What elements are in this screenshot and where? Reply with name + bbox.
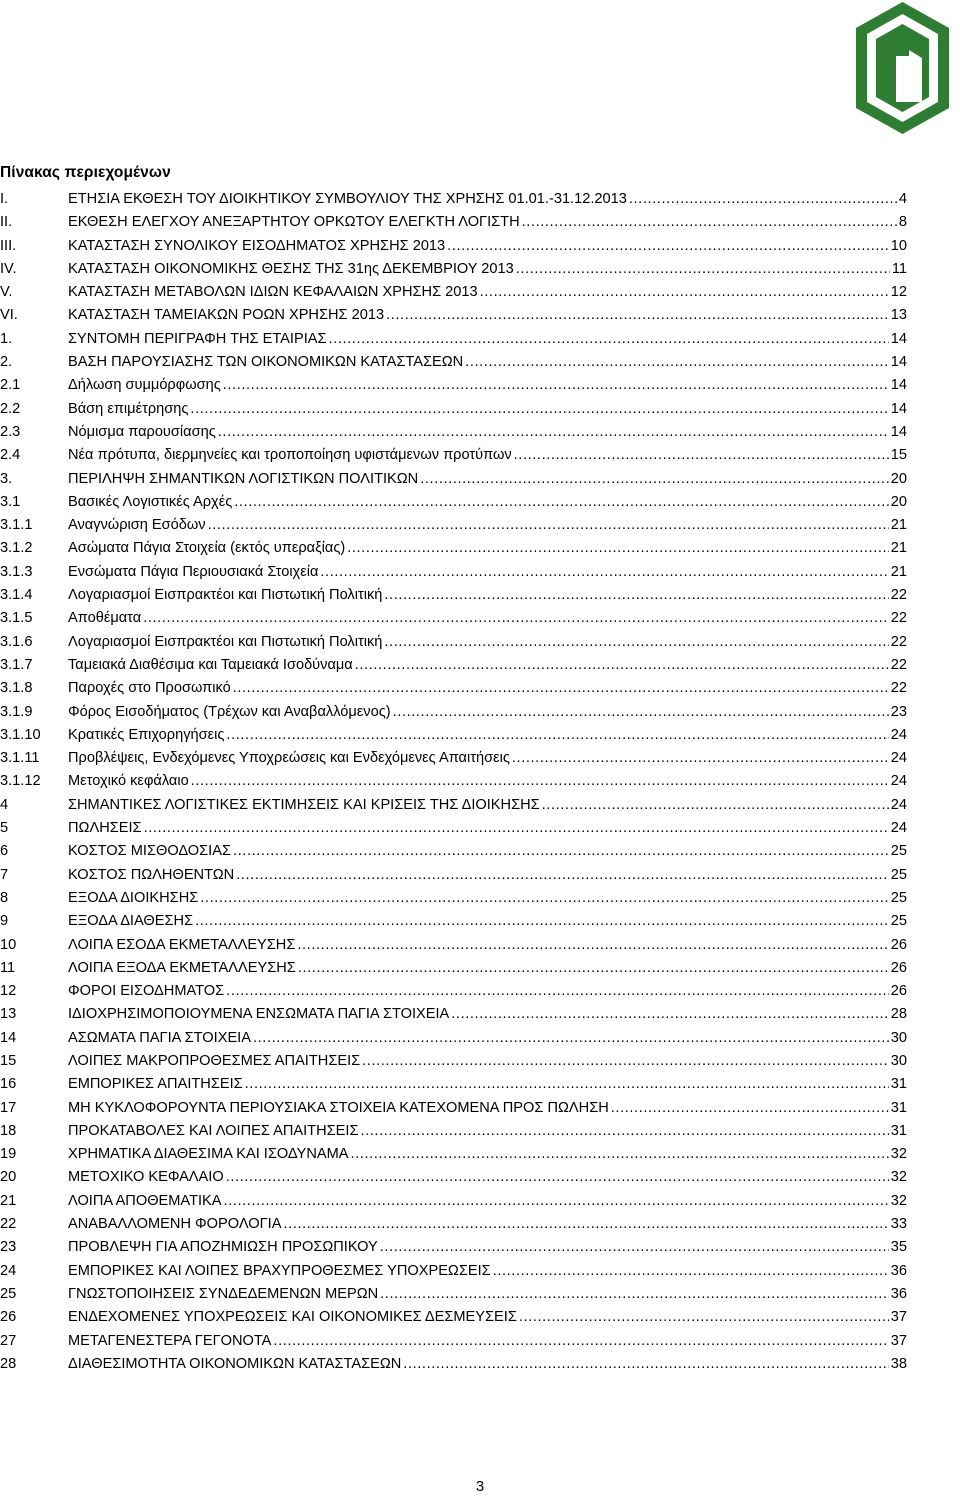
toc-entry-page[interactable]: 26 — [890, 983, 907, 1000]
toc-entry-title[interactable]: ΠΡΟΒΛΕΨΗ ΓΙΑ ΑΠΟΖΗΜΙΩΣΗ ΠΡΟΣΩΠΙΚΟΥ — [68, 1239, 378, 1256]
toc-entry-page[interactable]: 10 — [890, 237, 907, 254]
toc-entry-title[interactable]: Λογαριασμοί Εισπρακτέοι και Πιστωτική Πολιτική — [68, 633, 383, 650]
toc-dot-leader — [226, 980, 889, 1003]
toc-entry-title[interactable]: ΜΗ ΚΥΚΛΟΦΟΡΟΥΝΤΑ ΠΕΡΙΟΥΣΙΑΚΑ ΣΤΟΙΧΕΙΑ ΚΑΤΕΧΟΜΕΝΑ ΠΡΟΣ ΠΩΛΗΣΗ — [68, 1099, 609, 1116]
toc-entry-title[interactable]: ΣΥΝΤΟΜΗ ΠΕΡΙΓΡΑΦΗ ΤΗΣ ΕΤΑΙΡΙΑΣ — [68, 330, 327, 347]
toc-entry-number: II. — [0, 214, 13, 231]
toc-dot-leader — [516, 258, 890, 281]
toc-entry-number: 19 — [0, 1146, 17, 1163]
toc-entry-number: 20 — [0, 1169, 17, 1186]
toc-entry[interactable] — [0, 398, 907, 421]
toc-entry-page[interactable]: 31 — [890, 1076, 907, 1093]
toc-dot-leader — [611, 1097, 889, 1120]
toc-entry-number: 6 — [0, 843, 9, 860]
toc-dot-leader — [465, 351, 889, 374]
toc-entry-page[interactable]: 22 — [890, 610, 907, 627]
toc-entry-title[interactable]: ΠΕΡΙΛΗΨΗ ΣΗΜΑΝΤΙΚΩΝ ΛΟΓΙΣΤΙΚΩΝ ΠΟΛΙΤΙΚΩΝ — [68, 470, 419, 487]
toc-entry[interactable] — [0, 910, 907, 933]
toc-entry-number: 3.1.11 — [0, 750, 40, 767]
toc-entry[interactable] — [0, 747, 907, 770]
toc-dot-leader — [224, 1190, 889, 1213]
toc-entry-page[interactable]: 38 — [890, 1355, 907, 1372]
toc-entry-number: 16 — [0, 1076, 17, 1093]
toc-entry[interactable] — [0, 1143, 907, 1166]
toc-dot-leader — [191, 770, 889, 793]
toc-entry[interactable] — [0, 724, 907, 747]
toc-entry-page[interactable]: 25 — [890, 889, 907, 906]
toc-entry-number: 2.1 — [0, 377, 21, 394]
toc-entry[interactable] — [0, 887, 907, 910]
toc-dot-leader — [226, 724, 888, 747]
toc-entry-page[interactable]: 26 — [890, 959, 907, 976]
toc-entry-number: 17 — [0, 1099, 17, 1116]
toc-entry-title[interactable]: Φόρος Εισοδήματος (Τρέχων και Αναβαλλόμενος) — [68, 703, 391, 720]
toc-entry-number: 11 — [0, 959, 16, 976]
toc-entry-title[interactable]: ΚΑΤΑΣΤΑΣΗ ΣΥΝΟΛΙΚΟΥ ΕΙΣΟΔΗΜΑΤΟΣ ΧΡΗΣΗΣ 2013 — [68, 237, 446, 254]
toc-entry[interactable] — [0, 304, 907, 327]
toc-entry-title[interactable]: ΒΑΣΗ ΠΑΡΟΥΣΙΑΣΗΣ ΤΩΝ ΟΙΚΟΝΟΜΙΚΩΝ ΚΑΤΑΣΤΑΣΕΩΝ — [68, 354, 464, 371]
toc-dot-leader — [208, 514, 889, 537]
toc-entry[interactable] — [0, 468, 907, 491]
toc-dot-leader — [200, 887, 889, 910]
toc-entry-page[interactable]: 33 — [890, 1216, 907, 1233]
toc-dot-leader — [355, 654, 889, 677]
toc-entry-number: 3.1.9 — [0, 703, 33, 720]
toc-entry[interactable] — [0, 701, 907, 724]
toc-entry-title[interactable]: ΕΜΠΟΡΙΚΕΣ ΚΑΙ ΛΟΙΠΕΣ ΒΡΑΧΥΠΡΟΘΕΣΜΕΣ ΥΠΟΧΡΕΩΣΕΙΣ — [68, 1262, 491, 1279]
toc-entry[interactable] — [0, 1283, 907, 1306]
toc-entry[interactable] — [0, 258, 907, 281]
toc-dot-leader — [380, 1236, 889, 1259]
toc-entry-title[interactable]: ΕΝΔΕΧΟΜΕΝΕΣ ΥΠΟΧΡΕΩΣΕΙΣ ΚΑΙ ΟΙΚΟΝΟΜΙΚΕΣ ΔΕΣΜΕΥΣΕΙΣ — [68, 1309, 517, 1326]
toc-entry-title[interactable]: ΛΟΙΠΕΣ ΜΑΚΡΟΠΡΟΘΕΣΜΕΣ ΑΠΑΙΤΗΣΕΙΣ — [68, 1052, 361, 1069]
toc-entry-page[interactable]: 20 — [890, 470, 907, 487]
toc-entry-number: 10 — [0, 936, 17, 953]
toc-entry-title[interactable]: ΚΑΤΑΣΤΑΣΗ ΤΑΜΕΙΑΚΩΝ ΡΟΩΝ ΧΡΗΣΗΣ 2013 — [68, 307, 385, 324]
toc-entry-title[interactable]: Ταμειακά Διαθέσιμα και Ταμειακά Ισοδύναμα — [68, 656, 353, 673]
toc-entry-number: IV. — [0, 260, 17, 277]
toc-dot-leader — [512, 747, 889, 770]
toc-entry-number: 7 — [0, 866, 9, 883]
toc-entry[interactable] — [0, 1073, 907, 1096]
toc-entry-title[interactable]: ΠΩΛΗΣΕΙΣ — [68, 820, 142, 837]
toc-entry[interactable] — [0, 631, 907, 654]
toc-entry-page[interactable]: 20 — [890, 493, 907, 510]
toc-dot-leader — [195, 910, 889, 933]
toc-entry[interactable] — [0, 1260, 907, 1283]
toc-entry[interactable] — [0, 864, 907, 887]
toc-dot-leader — [283, 1213, 888, 1236]
toc-entry[interactable] — [0, 654, 907, 677]
toc-entry-page[interactable]: 21 — [890, 563, 907, 580]
toc-entry[interactable] — [0, 677, 907, 700]
company-logo-icon — [852, 0, 953, 136]
toc-entry-title[interactable]: ΚΑΤΑΣΤΑΣΗ ΟΙΚΟΝΟΜΙΚΗΣ ΘΕΣΗΣ ΤΗΣ 31ης ΔΕΚΕΜΒΡΙΟΥ 2013 — [68, 260, 514, 277]
toc-entry-page[interactable]: 24 — [890, 796, 907, 813]
toc-entry-title[interactable]: ΣΗΜΑΝΤΙΚΕΣ ΛΟΓΙΣΤΙΚΕΣ ΕΚΤΙΜΗΣΕΙΣ ΚΑΙ ΚΡΙΣΕΙΣ ΤΗΣ ΔΙΟΙΚΗΣΗΣ — [68, 796, 540, 813]
toc-entry-page[interactable]: 14 — [890, 377, 907, 394]
toc-entry-title[interactable]: Δήλωση συμμόρφωσης — [68, 377, 221, 394]
toc-entry-number: 28 — [0, 1355, 17, 1372]
toc-entry-page[interactable]: 37 — [890, 1332, 907, 1349]
toc-entry[interactable] — [0, 1166, 907, 1189]
toc-entry-page[interactable]: 24 — [890, 773, 907, 790]
toc-entry-title[interactable]: ΛΟΙΠΑ ΑΠΟΘΕΜΑΤΙΚΑ — [68, 1192, 222, 1209]
toc-entry-page[interactable]: 22 — [890, 587, 907, 604]
toc-entry[interactable] — [0, 1120, 907, 1143]
toc-entry[interactable] — [0, 607, 907, 630]
toc-entry-title[interactable]: ΛΟΙΠΑ ΕΣΟΔΑ ΕΚΜΕΤΑΛΛΕΥΣΗΣ — [68, 936, 296, 953]
toc-entry[interactable] — [0, 514, 907, 537]
toc-entry-page[interactable]: 26 — [890, 936, 907, 953]
toc-dot-leader — [542, 794, 889, 817]
toc-entry-page[interactable]: 25 — [890, 843, 907, 860]
toc-entry[interactable] — [0, 1097, 907, 1120]
toc-entry-number: 18 — [0, 1122, 17, 1139]
toc-entry-title[interactable]: ΠΡΟΚΑΤΑΒΟΛΕΣ ΚΑΙ ΛΟΙΠΕΣ ΑΠΑΙΤΗΣΕΙΣ — [68, 1122, 359, 1139]
toc-dot-leader — [420, 468, 889, 491]
toc-entry[interactable] — [0, 1190, 907, 1213]
toc-entry-page[interactable]: 22 — [890, 656, 907, 673]
toc-entry[interactable] — [0, 840, 907, 863]
toc-entry-title[interactable]: Μετοχικό κεφάλαιο — [68, 773, 189, 790]
toc-entry-number: 5 — [0, 820, 9, 837]
toc-dot-leader — [297, 934, 888, 957]
toc-entry-number: 2.4 — [0, 447, 21, 464]
toc-dot-leader — [143, 607, 889, 630]
toc-entry-title[interactable]: ΑΣΩΜΑΤΑ ΠΑΓΙΑ ΣΤΟΙΧΕΙΑ — [68, 1029, 251, 1046]
toc-entry-number: 23 — [0, 1239, 17, 1256]
toc-entry-number: 3.1.2 — [0, 540, 33, 557]
toc-entry-page[interactable]: 36 — [890, 1262, 907, 1279]
toc-entry-page[interactable]: 32 — [890, 1146, 907, 1163]
toc-entry[interactable] — [0, 1213, 907, 1236]
toc-entry[interactable] — [0, 351, 907, 374]
toc-entry-title[interactable]: Νόμισμα παρουσίασης — [68, 423, 216, 440]
toc-entry-number: 3.1 — [0, 493, 21, 510]
toc-dot-leader — [519, 1306, 889, 1329]
toc-dot-leader — [347, 537, 889, 560]
toc-entry-title[interactable]: ΚΟΣΤΟΣ ΜΙΣΘΟΔΟΣΙΑΣ — [68, 843, 231, 860]
toc-entry-title[interactable]: Βάση επιμέτρησης — [68, 400, 189, 417]
toc-dot-leader — [447, 235, 889, 258]
toc-entry[interactable] — [0, 770, 907, 793]
toc-entry-title[interactable]: Βασικές Λογιστικές Αρχές — [68, 493, 233, 510]
toc-entry-number: 2.2 — [0, 400, 21, 417]
toc-entry-page[interactable]: 25 — [890, 913, 907, 930]
toc-dot-leader — [236, 864, 889, 887]
toc-entry-title[interactable]: Αποθέματα — [68, 610, 142, 627]
toc-entry-number: III. — [0, 237, 17, 254]
toc-entry-title[interactable]: ΧΡΗΜΑΤΙΚΑ ΔΙΑΘΕΣΙΜΑ ΚΑΙ ΙΣΟΔΥΝΑΜΑ — [68, 1146, 349, 1163]
toc-entry-title[interactable]: Παροχές στο Προσωπικό — [68, 680, 231, 697]
toc-entry-number: I. — [0, 191, 9, 207]
toc-dot-leader — [386, 304, 889, 327]
toc-entry[interactable] — [0, 235, 907, 258]
toc-entry-page[interactable]: 30 — [890, 1029, 907, 1046]
toc-entry-number: 3.1.1 — [0, 517, 33, 534]
toc-entry[interactable] — [0, 1353, 907, 1376]
toc-entry-page[interactable]: 4 — [898, 191, 907, 207]
toc-entry-number: 24 — [0, 1262, 17, 1279]
toc-entry-number: 3.1.7 — [0, 656, 33, 673]
toc-entry-number: 21 — [0, 1192, 17, 1209]
toc-dot-leader — [233, 677, 889, 700]
toc-dot-leader — [360, 1120, 888, 1143]
toc-entry-page[interactable]: 14 — [890, 354, 907, 371]
toc-entry[interactable] — [0, 188, 907, 211]
toc-entry-number: 2. — [0, 354, 13, 371]
toc-dot-leader — [190, 398, 888, 421]
toc-entry-number: 3.1.12 — [0, 773, 41, 790]
toc-entry-number: 3.1.3 — [0, 563, 33, 580]
toc-dot-leader — [629, 188, 897, 211]
toc-title: Πίνακας περιεχομένων — [0, 164, 171, 181]
toc-entry-number: 12 — [0, 983, 17, 1000]
toc-entry[interactable] — [0, 561, 907, 584]
toc-entry-title[interactable]: ΛΟΙΠΑ ΕΞΟΔΑ ΕΚΜΕΤΑΛΛΕΥΣΗΣ — [68, 959, 296, 976]
toc-entry-title[interactable]: ΚΟΣΤΟΣ ΠΩΛΗΘΕΝΤΩΝ — [68, 866, 235, 883]
toc-entry[interactable] — [0, 817, 907, 840]
toc-entry-page[interactable]: 37 — [890, 1309, 907, 1326]
toc-entry-title[interactable]: ΕΤΗΣΙΑ ΕΚΘΕΣΗ ΤΟΥ ΔΙΟΙΚΗΤΙΚΟΥ ΣΥΜΒΟΥΛΙΟΥ ΤΗΣ ΧΡΗΣΗΣ 01.01.-31.12.2013 — [68, 191, 627, 207]
toc-entry[interactable] — [0, 1330, 907, 1353]
toc-entry[interactable] — [0, 281, 907, 304]
toc-dot-leader — [273, 1330, 888, 1353]
toc-entry-title[interactable]: ΕΚΘΕΣΗ ΕΛΕΓΧΟΥ ΑΝΕΞΑΡΤΗΤΟΥ ΟΡΚΩΤΟΥ ΕΛΕΓΚΤΗ ΛΟΓΙΣΤΗ — [68, 214, 520, 231]
toc-dot-leader — [403, 1353, 888, 1376]
toc-dot-leader — [522, 211, 897, 234]
toc-dot-leader — [480, 281, 889, 304]
toc-entry-page[interactable]: 30 — [890, 1052, 907, 1069]
toc-entry-page[interactable]: 24 — [890, 726, 907, 743]
toc-entry-page[interactable]: 32 — [890, 1192, 907, 1209]
toc-entry[interactable] — [0, 421, 907, 444]
page-number: 3 — [475, 1478, 485, 1495]
toc-entry-title[interactable]: Ασώματα Πάγια Στοιχεία (εκτός υπεραξίας) — [68, 540, 346, 557]
toc-entry-number: 15 — [0, 1052, 17, 1069]
toc-entry-page[interactable]: 12 — [890, 284, 907, 301]
toc-entry-number: 14 — [0, 1029, 17, 1046]
toc-dot-leader — [393, 701, 889, 724]
toc-entry-number: 8 — [0, 889, 9, 906]
toc-entry[interactable] — [0, 794, 907, 817]
toc-entry[interactable] — [0, 328, 907, 351]
toc-entry-page[interactable]: 13 — [890, 307, 907, 324]
toc-entry-title[interactable]: ΕΜΠΟΡΙΚΕΣ ΑΠΑΙΤΗΣΕΙΣ — [68, 1076, 243, 1093]
toc-entry-number: 9 — [0, 913, 9, 930]
toc-dot-leader — [234, 491, 889, 514]
toc-entry-page[interactable]: 11 — [891, 260, 907, 277]
toc-entry-number: 3.1.6 — [0, 633, 33, 650]
toc-entry-number: 13 — [0, 1006, 17, 1023]
toc-entry-title[interactable]: Κρατικές Επιχορηγήσεις — [68, 726, 225, 743]
toc-entry-title[interactable]: ΜΕΤΑΓΕΝΕΣΤΕΡΑ ΓΕΓΟΝΟΤΑ — [68, 1332, 272, 1349]
toc-entry-title[interactable]: Ενσώματα Πάγια Περιουσιακά Στοιχεία — [68, 563, 319, 580]
toc-dot-leader — [451, 1003, 888, 1026]
toc-entry-page[interactable]: 22 — [890, 680, 907, 697]
toc-entry-number: 1. — [0, 330, 13, 347]
toc-dot-leader — [380, 1283, 889, 1306]
toc-entry-title[interactable]: ΕΞΟΔΑ ΔΙΟΙΚΗΣΗΣ — [68, 889, 199, 906]
toc-dot-leader — [298, 957, 889, 980]
toc-dot-leader — [493, 1260, 889, 1283]
toc-entry-page[interactable]: 21 — [890, 517, 907, 534]
toc-dot-leader — [514, 444, 889, 467]
toc-entry[interactable] — [0, 444, 907, 467]
toc-entry-page[interactable]: 14 — [890, 400, 907, 417]
toc-entry-page[interactable]: 21 — [890, 540, 907, 557]
toc-entry-title[interactable]: ΕΞΟΔΑ ΔΙΑΘΕΣΗΣ — [68, 913, 194, 930]
toc-entry-page[interactable]: 15 — [890, 447, 907, 464]
toc-entry-page[interactable]: 25 — [890, 866, 907, 883]
toc-entry-number: 2.3 — [0, 423, 21, 440]
toc-entry-number: V. — [0, 284, 13, 301]
toc-entry-number: 3. — [0, 470, 13, 487]
toc-entry[interactable] — [0, 980, 907, 1003]
toc-dot-leader — [144, 817, 889, 840]
toc-entry-number: 27 — [0, 1332, 17, 1349]
toc-entry-page[interactable]: 14 — [890, 423, 907, 440]
toc-entry-title[interactable]: ΙΔΙΟΧΡΗΣΙΜΟΠΟΙΟΥΜΕΝΑ ΕΝΣΩΜΑΤΑ ΠΑΓΙΑ ΣΤΟΙΧΕΙΑ — [68, 1006, 450, 1023]
toc-entry-title[interactable]: Αναγνώριση Εσόδων — [68, 517, 206, 534]
toc-dot-leader — [245, 1073, 889, 1096]
toc-entry[interactable] — [0, 374, 907, 397]
toc-dot-leader — [233, 840, 889, 863]
toc-entry[interactable] — [0, 1236, 907, 1259]
toc-entry-page[interactable]: 28 — [890, 1006, 907, 1023]
toc-dot-leader — [384, 631, 888, 654]
toc-entry[interactable] — [0, 934, 907, 957]
toc-entry[interactable] — [0, 211, 907, 234]
toc-entry-number: 3.1.4 — [0, 587, 33, 604]
toc-entry[interactable] — [0, 1306, 907, 1329]
toc-entry-number: 22 — [0, 1216, 17, 1233]
toc-entry-title[interactable]: ΑΝΑΒΑΛΛΟΜΕΝΗ ΦΟΡΟΛΟΓΙΑ — [68, 1216, 282, 1233]
toc-entry-title[interactable]: ΔΙΑΘΕΣΙΜΟΤΗΤΑ ΟΙΚΟΝΟΜΙΚΩΝ ΚΑΤΑΣΤΑΣΕΩΝ — [68, 1355, 402, 1372]
toc-entry-number: 3.1.10 — [0, 726, 41, 743]
toc-entry-page[interactable]: 32 — [890, 1169, 907, 1186]
toc-entry-page[interactable]: 14 — [890, 330, 907, 347]
toc-entry-number: 25 — [0, 1285, 17, 1302]
toc-entry[interactable] — [0, 1027, 907, 1050]
toc-entry[interactable] — [0, 491, 907, 514]
toc-entry-title[interactable]: ΚΑΤΑΣΤΑΣΗ ΜΕΤΑΒΟΛΩΝ ΙΔΙΩΝ ΚΕΦΑΛΑΙΩΝ ΧΡΗΣΗΣ 2013 — [68, 284, 478, 301]
toc-dot-leader — [226, 1166, 889, 1189]
toc-entry-page[interactable]: 31 — [890, 1122, 907, 1139]
toc-entry[interactable] — [0, 1050, 907, 1073]
toc-entry-page[interactable]: 31 — [890, 1099, 907, 1116]
toc-entry[interactable] — [0, 957, 907, 980]
toc-entry-title[interactable]: ΜΕΤΟΧΙΚΟ ΚΕΦΑΛΑΙΟ — [68, 1169, 224, 1186]
toc-entry-page[interactable]: 24 — [890, 750, 907, 767]
toc-entry-number: 3.1.5 — [0, 610, 33, 627]
toc-entry-page[interactable]: 8 — [898, 214, 907, 231]
toc-entry-title[interactable]: ΦΟΡΟΙ ΕΙΣΟΔΗΜΑΤΟΣ — [68, 983, 225, 1000]
toc-dot-leader — [329, 328, 889, 351]
toc-entry-page[interactable]: 23 — [890, 703, 907, 720]
toc-entry-title[interactable]: Νέα πρότυπα, διερμηνείες και τροποποίηση υφιστάμενων προτύπων — [68, 447, 512, 464]
toc-entry-page[interactable]: 24 — [890, 820, 907, 837]
toc-entry-page[interactable]: 36 — [890, 1285, 907, 1302]
toc-entry[interactable] — [0, 1003, 907, 1026]
toc-entry-number: 4 — [0, 796, 9, 813]
toc-entry-title[interactable]: ΓΝΩΣΤΟΠΟΙΗΣΕΙΣ ΣΥΝΔΕΔΕΜΕΝΩΝ ΜΕΡΩΝ — [68, 1285, 379, 1302]
toc-dot-leader — [223, 374, 889, 397]
toc-dot-leader — [351, 1143, 889, 1166]
toc-dot-leader — [218, 421, 889, 444]
toc-dot-leader — [384, 584, 888, 607]
toc-entry-number: VI. — [0, 307, 18, 324]
toc-dot-leader — [320, 561, 888, 584]
toc-entry-number: 3.1.8 — [0, 680, 33, 697]
toc-dot-leader — [362, 1050, 889, 1073]
toc-entry-number: 26 — [0, 1309, 17, 1326]
toc-entry-page[interactable]: 35 — [890, 1239, 907, 1256]
toc-entry[interactable] — [0, 537, 907, 560]
table-of-contents — [0, 188, 907, 1376]
toc-entry[interactable] — [0, 584, 907, 607]
toc-dot-leader — [253, 1027, 889, 1050]
toc-entry-page[interactable]: 22 — [890, 633, 907, 650]
toc-entry-title[interactable]: Προβλέψεις, Ενδεχόμενες Υποχρεώσεις και Ενδεχόμενες Απαιτήσεις — [68, 750, 510, 767]
toc-entry-title[interactable]: Λογαριασμοί Εισπρακτέοι και Πιστωτική Πολιτική — [68, 587, 383, 604]
